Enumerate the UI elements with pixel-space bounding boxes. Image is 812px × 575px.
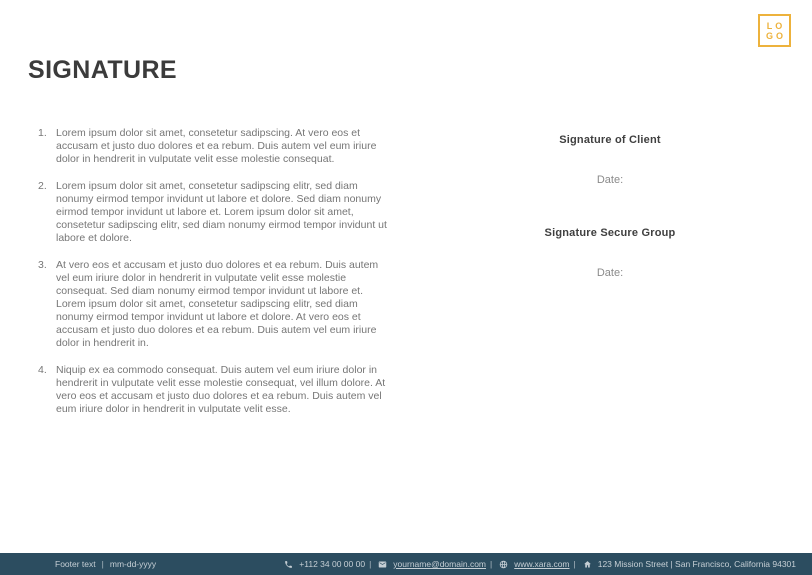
- footer-date-format: mm-dd-yyyy: [109, 559, 157, 569]
- list-item: [38, 127, 388, 166]
- footer-website-link[interactable]: www.xara.com: [514, 559, 570, 569]
- list-item-text: Lorem ipsum dolor sit amet, consetetur sadipscing. At vero eos et accusam et justo duo dolores et ea rebum. Duis autem vel eum iriure dolor in hendrerit in vulputate velit esse molestie consequat.: [56, 127, 377, 165]
- phone-icon: [284, 560, 293, 569]
- list-item: [38, 180, 388, 245]
- footer-phone: +112 34 00 00 00: [299, 559, 366, 569]
- globe-icon: [499, 560, 508, 569]
- list-item-number: 3.: [38, 259, 47, 271]
- footer-left: [55, 559, 156, 569]
- client-signature-title: Signature of Client: [559, 134, 661, 146]
- client-date-label: Date:: [596, 174, 624, 186]
- list-item-text: Lorem ipsum dolor sit amet, consetetur sadipscing elitr, sed diam nonumy eirmod tempor invidunt ut labore et dolore. Sed diam nonumy eirmod tempor invidunt ut labore et. Lorem ipsum dolor sit amet, consetetur sadipscing elitr, sed diam nonumy eirmod tempor invidunt ut labore et dolore.: [56, 180, 387, 244]
- logo-line1: LO: [766, 20, 786, 31]
- footer-bar: [0, 553, 812, 575]
- group-signature-title: Signature Secure Group: [544, 227, 676, 239]
- list-item: [38, 259, 388, 350]
- clause-list: [38, 127, 388, 430]
- signature-block: [520, 134, 700, 279]
- footer-email-link[interactable]: yourname@domain.com: [393, 559, 487, 569]
- separator: |: [101, 559, 104, 569]
- logo: [758, 14, 791, 47]
- home-icon: [583, 560, 592, 569]
- footer-contact: [281, 559, 796, 569]
- separator: |: [490, 559, 493, 569]
- list-item-text: At vero eos et accusam et justo duo dolores et ea rebum. Duis autem vel eum iriure dolor in hendrerit in vulputate velit esse molestie consequat. Sed diam nonumy eirmod tempor invidunt ut labore et. Lorem ipsum dolor sit amet, consetetur sadipscing elitr, sed diam nonumy eirmod tempor invidunt ut labore et dolore. At vero eos et accusam et justo duo dolores et ea rebum. Duis autem vel eum iriure dolor in hendrerit in.: [56, 259, 379, 349]
- footer-address: 123 Mission Street | San Francisco, California 94301: [597, 559, 796, 569]
- group-date-label: Date:: [596, 267, 624, 279]
- footer-text: Footer text: [55, 559, 96, 569]
- page-title: SIGNATURE: [28, 56, 177, 84]
- envelope-icon: [378, 560, 387, 569]
- separator: |: [369, 559, 372, 569]
- separator: |: [573, 559, 576, 569]
- logo-line2: GO: [765, 30, 786, 41]
- list-item: [38, 364, 388, 416]
- list-item-number: 1.: [38, 127, 47, 139]
- list-item-text: Niquip ex ea commodo consequat. Duis autem vel eum iriure dolor in hendrerit in vulputate velit esse molestie consequat, vel illum dolore. At vero eos et accusam et justo duo dolores et ea rebum. Duis autem vel eum iriure dolor in hendrerit in vulputate velit esse.: [56, 364, 386, 415]
- list-item-number: 2.: [38, 180, 47, 192]
- list-item-number: 4.: [38, 364, 47, 376]
